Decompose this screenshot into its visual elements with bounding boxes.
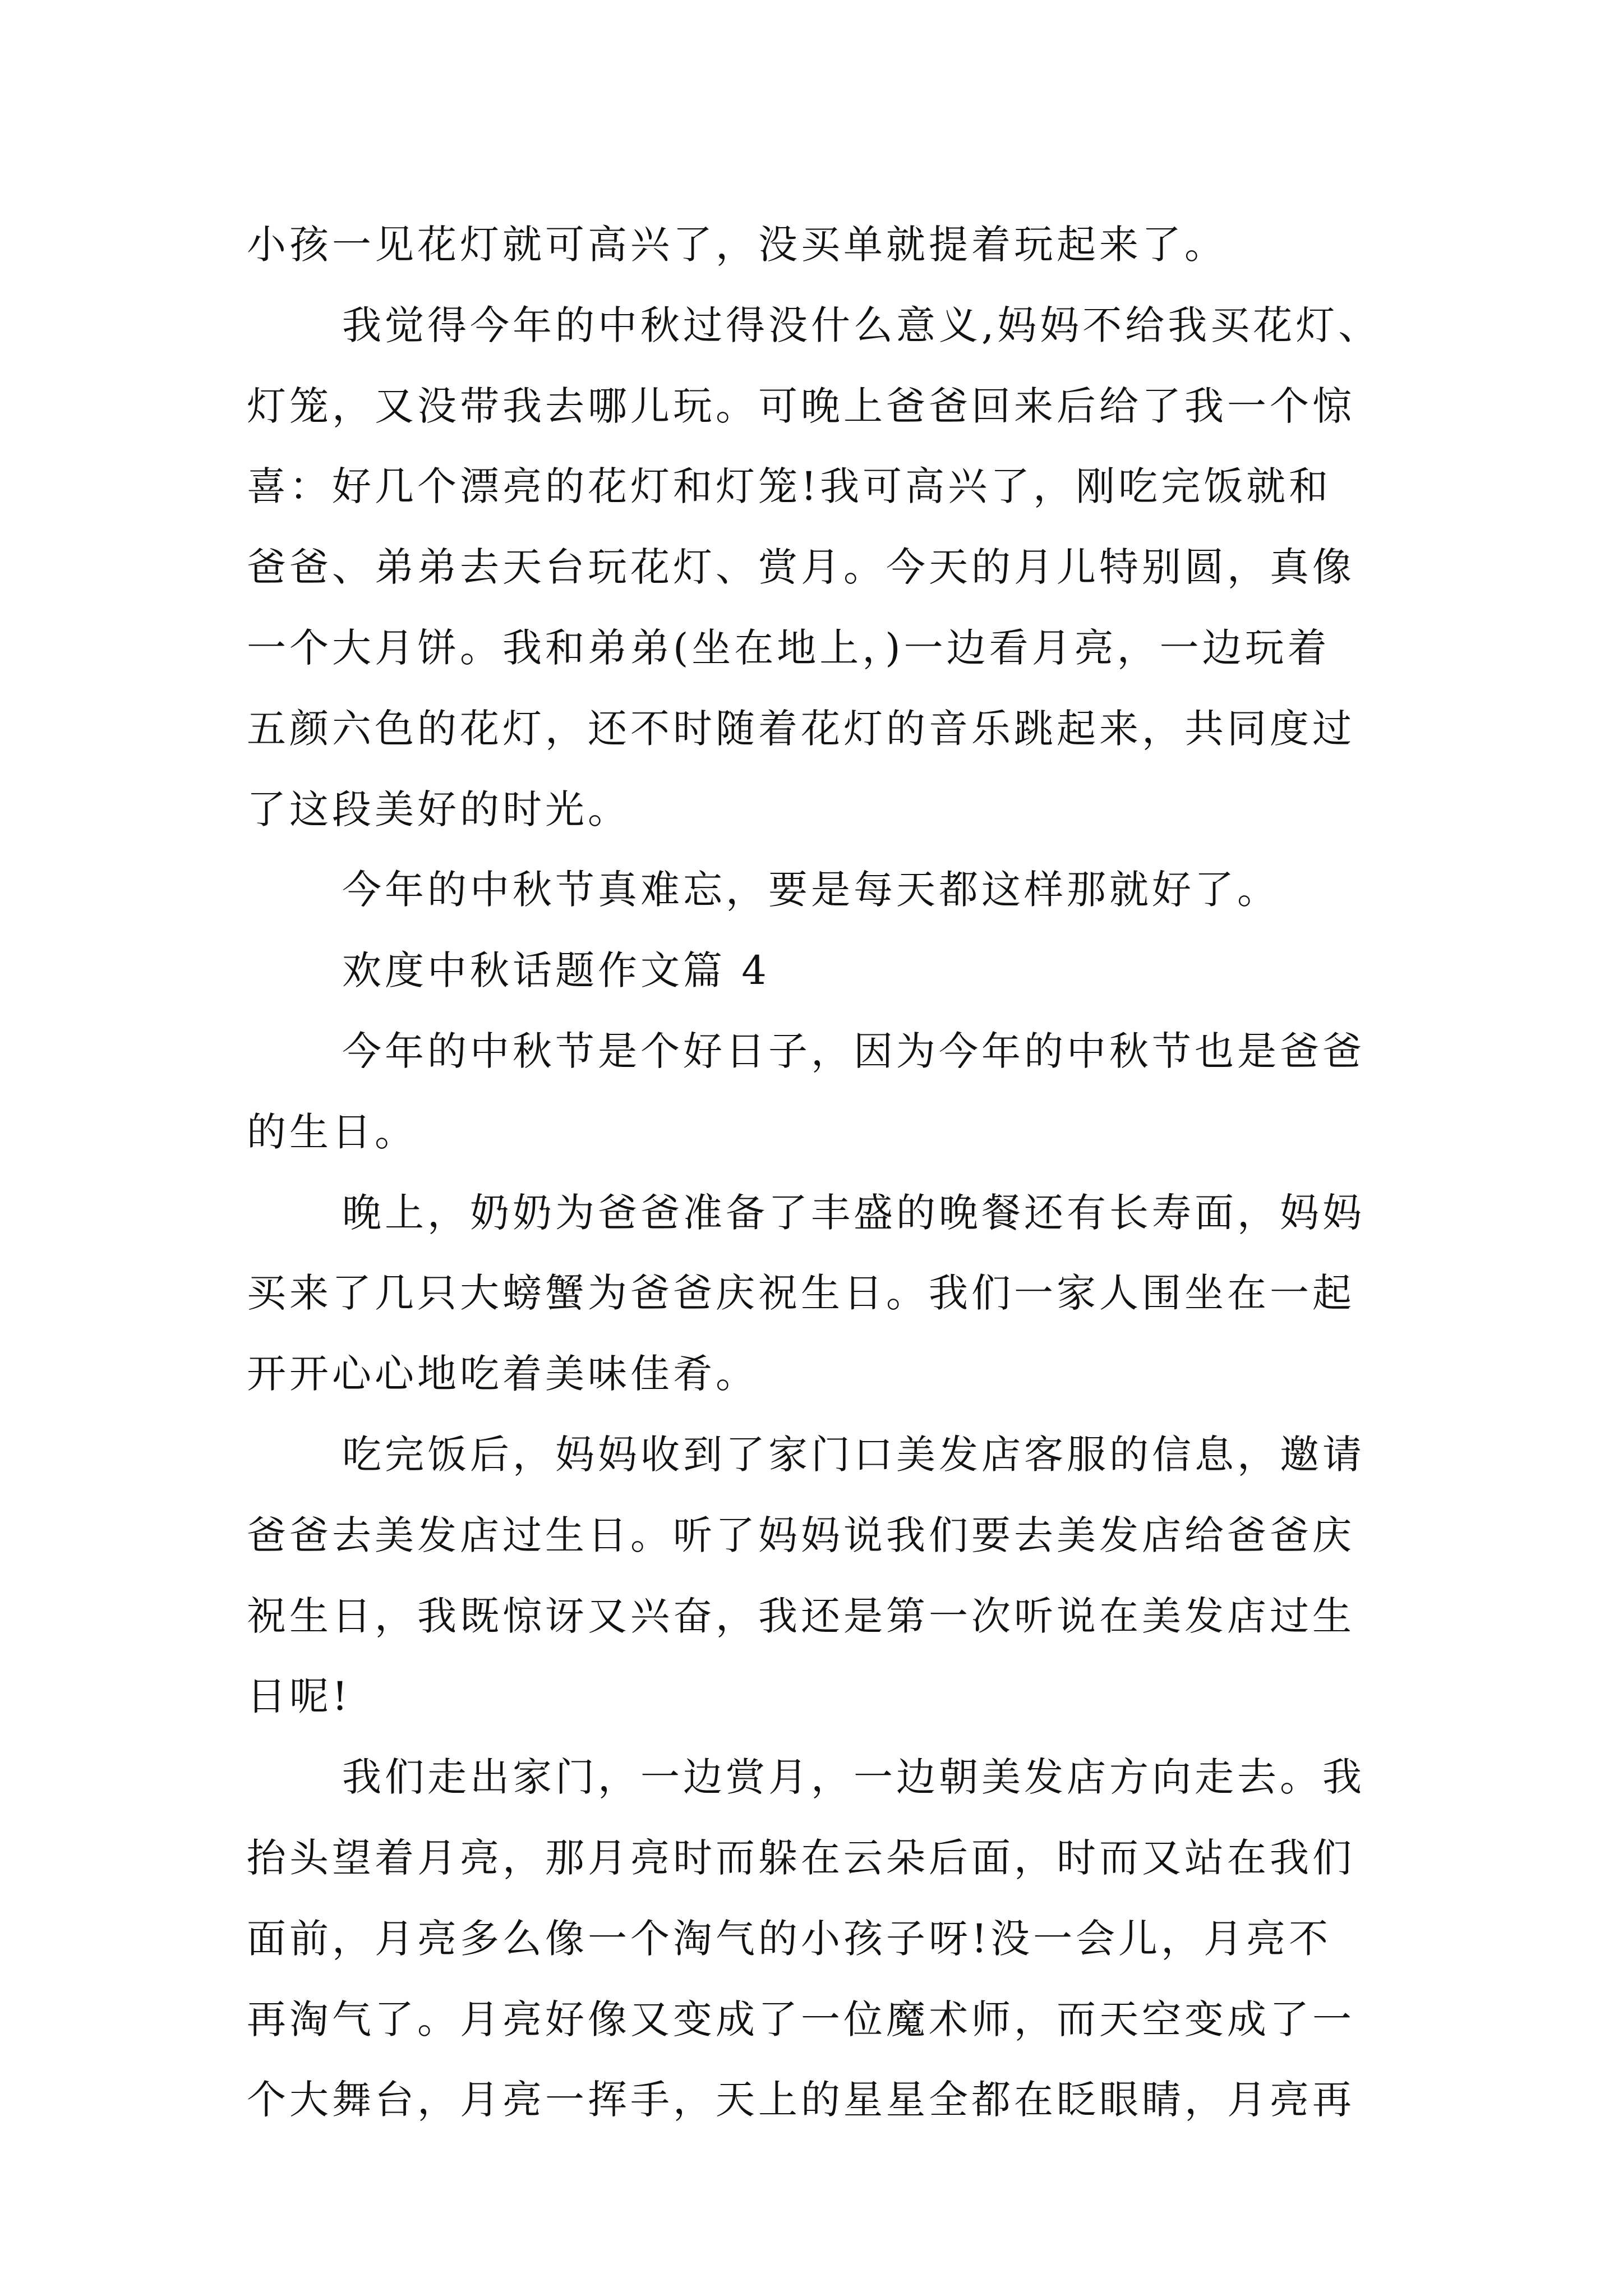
text-line: 抬头望着月亮，那月亮时而躲在云朵后面，时而又站在我们 xyxy=(247,1834,1355,1881)
text-line: 的生日。 xyxy=(247,1108,417,1155)
text-line: 喜：好几个漂亮的花灯和灯笼!我可高兴了，刚吃完饭就和 xyxy=(247,463,1332,510)
text-line: 祝生日，我既惊讶又兴奋，我还是第一次听说在美发店过生 xyxy=(247,1593,1355,1639)
text-line: 买来了几只大螃蟹为爸爸庆祝生日。我们一家人围坐在一起 xyxy=(247,1270,1355,1317)
text-line: 爸爸、弟弟去天台玩花灯、赏月。今天的月儿特别圆，真像 xyxy=(247,544,1355,591)
text-line: 我们走出家门，一边赏月，一边朝美发店方向走去。我 xyxy=(342,1754,1365,1801)
body-text xyxy=(247,205,1436,2141)
text-line: 一个大月饼。我和弟弟(坐在地上，)一边看月亮，一边玩着 xyxy=(247,624,1330,671)
text-line: 了这段美好的时光。 xyxy=(247,786,630,832)
text-line: 五颜六色的花灯，还不时随着花灯的音乐跳起来，共同度过 xyxy=(247,705,1355,752)
text-line: 爸爸去美发店过生日。听了妈妈说我们要去美发店给爸爸庆 xyxy=(247,1512,1355,1558)
text-line: 开开心心地吃着美味佳肴。 xyxy=(247,1351,758,1397)
text-line: 晚上，奶奶为爸爸准备了丰盛的晚餐还有长寿面，妈妈 xyxy=(342,1189,1365,1236)
text-line: 再淘气了。月亮好像又变成了一位魔术师，而天空变成了一 xyxy=(247,1996,1355,2042)
text-line: 我觉得今年的中秋过得没什么意义,妈妈不给我买花灯、 xyxy=(342,302,1381,348)
text-line: 日呢! xyxy=(247,1673,352,1720)
text-line: 面前，月亮多么像一个淘气的小孩子呀!没一会儿，月亮不 xyxy=(247,1915,1332,1962)
text-line: 今年的中秋节是个好日子，因为今年的中秋节也是爸爸 xyxy=(342,1028,1365,1074)
text-line: 今年的中秋节真难忘，要是每天都这样那就好了。 xyxy=(342,867,1280,913)
text-line: 欢度中秋话题作文篇 4 xyxy=(342,947,770,994)
text-line: 小孩一见花灯就可高兴了，没买单就提着玩起来了。 xyxy=(247,222,1227,268)
text-line: 个大舞台，月亮一挥手，天上的星星全都在眨眼睛，月亮再 xyxy=(247,2077,1355,2123)
text-line: 吃完饭后，妈妈收到了家门口美发店客服的信息，邀请 xyxy=(342,1431,1365,1478)
text-line: 灯笼，又没带我去哪儿玩。可晚上爸爸回来后给了我一个惊 xyxy=(247,383,1355,429)
